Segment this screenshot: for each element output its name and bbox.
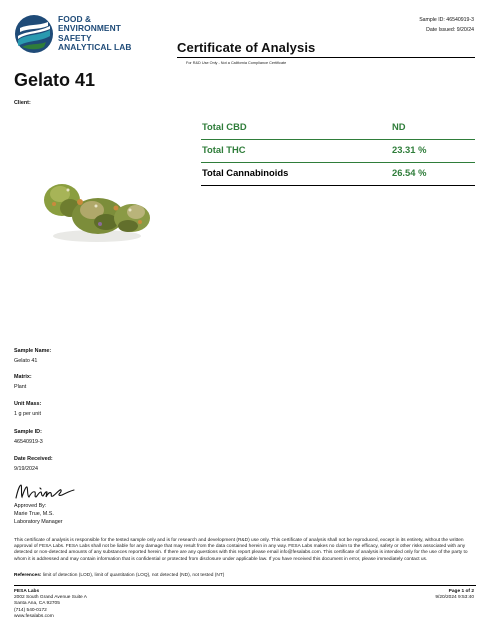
field-label: Unit Mass: <box>14 401 42 407</box>
summary-label: Total Cannabinoids <box>202 167 289 178</box>
matrix-field <box>14 374 32 391</box>
print-timestamp: 9/20/2024 9:53:40 <box>435 595 474 601</box>
cannabinoid-summary <box>201 117 475 186</box>
document-title: Certificate of Analysis <box>177 40 316 55</box>
sample-id-field <box>14 429 43 446</box>
field-value: 1 g per unit <box>14 411 41 417</box>
field-value: Gelato 41 <box>14 358 38 364</box>
footer-address-line: 2002 South Grand Avenue Suite A <box>14 595 87 601</box>
references-label: References: <box>14 573 42 578</box>
compliance-note: For R&D Use Only - Not a California Compliance Certificate <box>186 61 287 65</box>
disclaimer-text: This certificate of analysis is responsible for the tested sample only and is for research and development (R&D) use only. This certificate of analysis shall not be reproduced, except in its entirety, without the written approval of FESA Labs. FESA Labs shall not be liable for any damage that may result from the data contained herein in any way. FESA Labs makes no claim to the efficacy, safety or other risks associated with any detected or non-detected amounts of any substances reported herein. If there are any questions with this report please email info@fesalabs.com. This certificate of analysis is intended only for the use of the party to whom it is addressed and may contain information that is confidential or protected from disclosure under applicable law. If you have received this document in error, please immediately contact us. <box>14 538 468 562</box>
field-value: Plant <box>14 384 27 390</box>
page-number: Page 1 of 2 <box>448 589 474 594</box>
lab-name <box>58 15 132 53</box>
field-label: Matrix: <box>14 374 32 380</box>
summary-value: ND <box>392 121 406 132</box>
sample-meta <box>419 15 474 35</box>
footer-address-line: Santa Ana, CA 92705 <box>14 601 60 607</box>
summary-row <box>201 117 475 140</box>
footer-address <box>14 589 87 620</box>
footer-lab-name: FESA Labs <box>14 589 40 594</box>
lab-name-line: ENVIRONMENT <box>58 23 121 34</box>
lab-name-line: FOOD & <box>58 14 92 24</box>
sample-name-field <box>14 348 51 365</box>
summary-label: Total THC <box>202 144 246 155</box>
field-label: Sample ID: <box>14 429 42 435</box>
footer-divider <box>14 585 476 586</box>
summary-label: Total CBD <box>202 121 247 132</box>
lab-logo-icon <box>14 14 54 54</box>
references <box>14 573 476 579</box>
footer-phone: (714) 540-0172 <box>14 607 47 613</box>
lab-logo <box>14 14 164 58</box>
field-label: Sample Name: <box>14 348 52 354</box>
summary-value: 26.54 % <box>392 167 427 178</box>
unit-mass-field <box>14 401 41 418</box>
footer-pagination <box>435 589 474 601</box>
header-divider <box>177 57 475 58</box>
client-label: Client: <box>14 100 31 106</box>
summary-row <box>201 140 475 163</box>
approval-block <box>14 502 63 526</box>
lab-name-line: SAFETY <box>58 32 92 43</box>
cannabis-flower-image <box>40 160 155 255</box>
approver-title: Laboratory Manager <box>14 519 63 525</box>
date-received-field <box>14 456 53 473</box>
field-label: Date Received: <box>14 456 53 462</box>
summary-value: 23.31 % <box>392 144 427 155</box>
field-value: 46540919-3 <box>14 439 43 445</box>
field-value: 9/19/2024 <box>14 466 38 472</box>
sample-id-header: Sample ID: 46540919-3 <box>419 17 474 23</box>
approver-name: Marie True, M.S. <box>14 511 54 517</box>
approved-by-label: Approved By: <box>14 503 47 509</box>
lab-name-line: ANALYTICAL LAB <box>58 42 132 53</box>
summary-row <box>201 163 475 186</box>
references-text: limit of detection (LOD), limit of quantitation (LOQ), not detected (ND), not tested (NT) <box>41 573 225 578</box>
date-issued: Date Issued: 9/20/24 <box>426 27 474 33</box>
footer-website[interactable]: www.fesalabs.com <box>14 613 54 619</box>
product-name: Gelato 41 <box>14 70 96 90</box>
